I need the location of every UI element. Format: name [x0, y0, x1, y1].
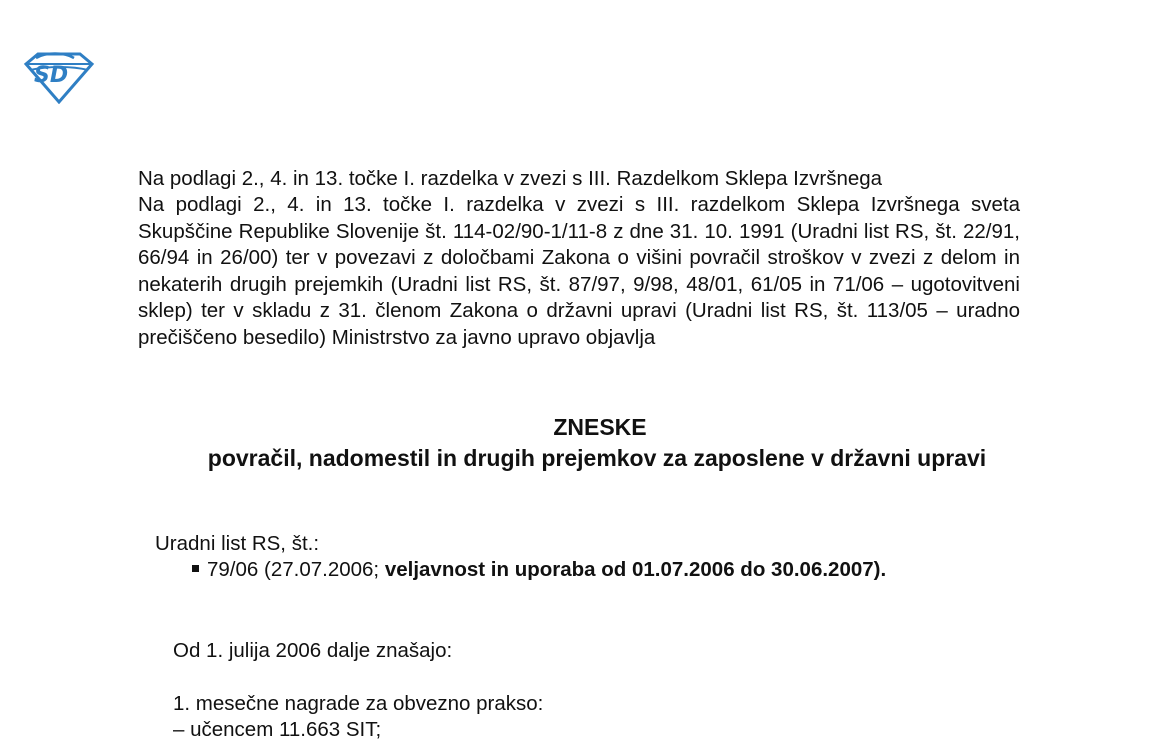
bullet-icon: [192, 565, 199, 572]
svg-text:SD: SD: [34, 63, 69, 88]
from-date-text: Od 1. julija 2006 dalje znašajo:: [173, 639, 453, 662]
document-subtitle: povračil, nadomestil in drugih prejemkov za zaposlene v državni upravi: [207, 445, 987, 471]
gazette-list-item: [192, 558, 886, 582]
item-1-detail: – učencem 11.663 SIT;: [173, 718, 382, 741]
gazette-item-prefix: 79/06 (27.07.2006;: [207, 558, 385, 581]
document-title: ZNESKE: [553, 414, 647, 440]
intro-body: Na podlagi 2., 4. in 13. točke I. razdelka v zvezi s III. razdelkom Sklepa Izvršnega sveta Skupščine Republike Slovenije št. 114-02/90-1/11-8 z dne 31. 10. 1991 (Uradni list RS, št. 22/91, 66/94 in 26/00) ter v povezavi z določbami Zakona o višini povračil stroškov v zvezi z delom in nekaterih drugih prejemkih (Uradni list RS, št. 87/97, 9/98, 48/01, 61/05 in 71/06 – ugotovitveni sklep) ter v skladu z 31. členom Zakona o državni upravi (Uradni list RS, št. 113/05 – uradno prečiščeno besedilo) Ministrstvo za javno upravo objavlja: [138, 193, 1020, 349]
gazette-label: Uradni list RS, št.:: [155, 532, 320, 555]
shield-logo-icon: [22, 46, 96, 104]
intro-first-line: Na podlagi 2., 4. in 13. točke I. razdelka v zvezi s III. Razdelkom Sklepa Izvršnega: [138, 167, 883, 190]
sd-logo: [22, 46, 96, 104]
item-1-heading: 1. mesečne nagrade za obvezno prakso:: [173, 692, 544, 715]
gazette-item-validity: veljavnost in uporaba od 01.07.2006 do 30.06.2007).: [384, 558, 887, 581]
intro-paragraph: [138, 166, 1020, 193]
